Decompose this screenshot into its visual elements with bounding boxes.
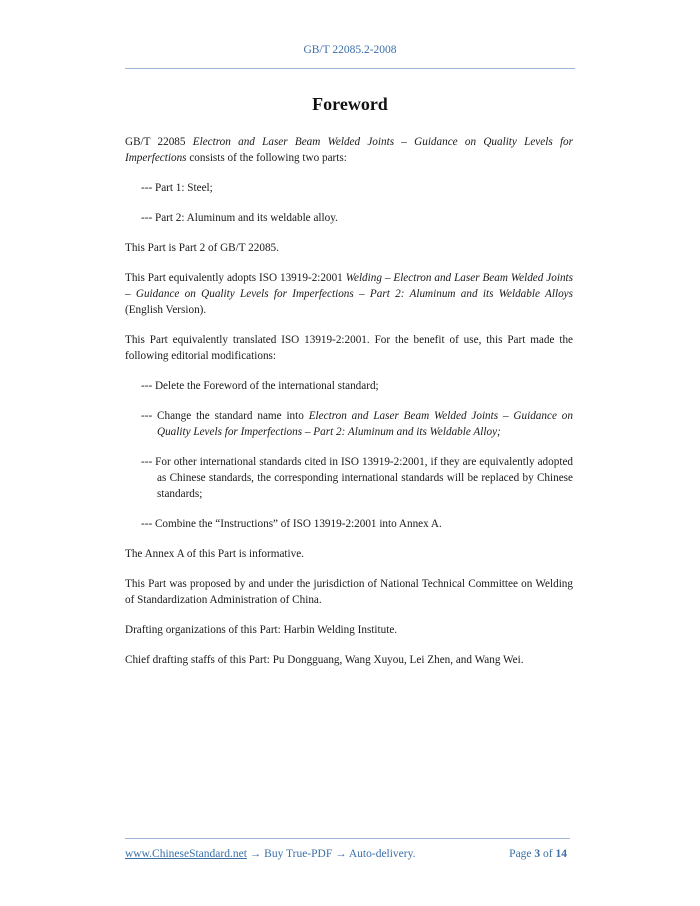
- paragraph-adoption: This Part equivalently adopts ISO 13919-2:2001 Welding – Electron and Laser Beam Welded Joints – Guidance on Quality Levels for Imperfections – Part 2: Aluminum and its Weldable Alloys (English Version).: [125, 272, 573, 316]
- list-item-part2: --- Part 2: Aluminum and its weldable alloy.: [141, 212, 338, 224]
- paragraph-drafting-staff: Chief drafting staffs of this Part: Pu Dongguang, Wang Xuyou, Lei Zhen, and Wang Wei.: [125, 654, 524, 666]
- arrow-icon: →: [246, 848, 265, 860]
- total-pages: 14: [555, 848, 567, 860]
- paragraph-parts: GB/T 22085 Electron and Laser Beam Welded Joints – Guidance on Quality Levels for Imperfections consists of the following two parts:: [125, 136, 574, 164]
- paragraph-part-of: This Part is Part 2 of GB/T 22085.: [125, 242, 279, 254]
- site-link[interactable]: www.ChineseStandard.net: [125, 848, 247, 860]
- paragraph-modifications: This Part equivalently translated ISO 13919-2:2001. For the benefit of use, this Part made the following editorial modifications:: [125, 334, 573, 362]
- buy-pdf-text: Buy True-PDF: [264, 848, 333, 860]
- list-item-change-name: --- Change the standard name into Electron and Laser Beam Welded Joints – Guidance on Quality Levels for Imperfections – Part 2: Aluminum and its Weldable Alloy;: [141, 410, 573, 438]
- footer-divider: [125, 838, 570, 839]
- footer-links: [125, 848, 416, 860]
- page-title: Foreword: [312, 94, 388, 114]
- list-item-replace-standards: --- For other international standards cited in ISO 13919-2:2001, if they are equivalently adopted as Chinese standards, the corresponding international standards will be replaced by Chinese standards;: [141, 456, 573, 500]
- foreword-body: [125, 134, 573, 682]
- list-item-delete-foreword: --- Delete the Foreword of the international standard;: [141, 380, 379, 392]
- header-divider: [125, 68, 575, 69]
- page-counter: Page 3 of 14: [509, 848, 567, 860]
- list-item-combine-instructions: --- Combine the “Instructions” of ISO 13919-2:2001 into Annex A.: [141, 518, 442, 530]
- paragraph-drafting-orgs: Drafting organizations of this Part: Harbin Welding Institute.: [125, 624, 398, 636]
- list-item-part1: --- Part 1: Steel;: [141, 182, 213, 194]
- paragraph-jurisdiction: This Part was proposed by and under the jurisdiction of National Technical Committee on Welding of Standardization Administration of China.: [125, 578, 573, 606]
- arrow-icon: →: [332, 848, 349, 860]
- paragraph-annex: The Annex A of this Part is informative.: [125, 548, 304, 560]
- current-page: 3: [534, 848, 541, 860]
- auto-delivery-text: Auto-delivery.: [348, 848, 416, 860]
- running-header: GB/T 22085.2-2008: [303, 44, 397, 56]
